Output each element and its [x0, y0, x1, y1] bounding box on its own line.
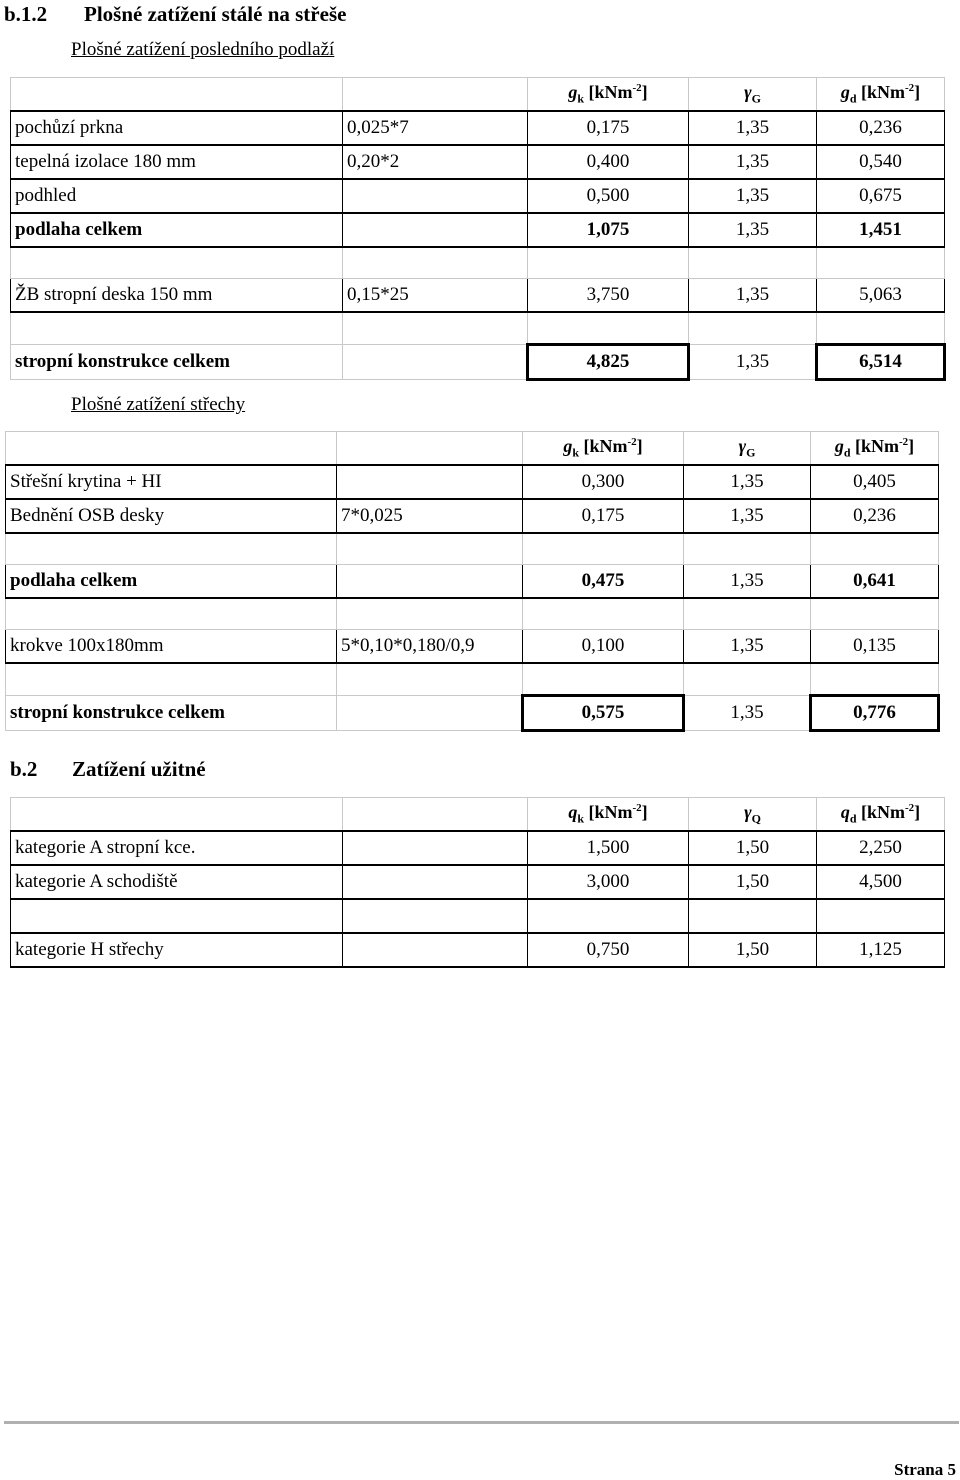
row-gk: 0,100 — [523, 630, 684, 664]
table-row — [11, 831, 945, 865]
section-heading-b12 — [4, 2, 346, 27]
row-gd: 0,236 — [811, 499, 939, 533]
row-formula — [343, 213, 528, 247]
row-qk: 3,000 — [528, 865, 689, 899]
subheading-strechy: Plošné zatížení střechy — [71, 394, 246, 415]
row-gd: 1,451 — [817, 213, 945, 247]
row-gk: 0,500 — [528, 179, 689, 213]
row-qd: 1,125 — [817, 933, 945, 967]
header-gk: $g_k$ [kNm$^{-2}$] — [523, 432, 684, 466]
footer-divider — [4, 1421, 959, 1424]
section-heading-b2 — [10, 757, 206, 782]
section-title: Zatížení užitné — [72, 757, 206, 781]
row-formula — [337, 465, 523, 499]
table-row — [11, 865, 945, 899]
table-spacer-row — [6, 598, 939, 630]
row-gd: 0,540 — [817, 145, 945, 179]
row-gd: 0,641 — [811, 565, 939, 599]
table-row-grand-total — [6, 696, 939, 731]
row-gk: 0,175 — [528, 111, 689, 145]
row-formula — [343, 933, 528, 967]
row-label: krokve 100x180mm — [6, 630, 337, 664]
row-label: podhled — [11, 179, 343, 213]
table-row — [11, 179, 945, 213]
row-gd: 5,063 — [817, 279, 945, 313]
row-label: stropní konstrukce celkem — [6, 696, 337, 731]
row-gamma: 1,35 — [689, 111, 817, 145]
row-gamma: 1,35 — [689, 179, 817, 213]
row-qd: 2,250 — [817, 831, 945, 865]
row-formula — [343, 179, 528, 213]
row-gamma: 1,35 — [689, 145, 817, 179]
table-header-row — [6, 432, 939, 466]
row-label: kategorie H střechy — [11, 933, 343, 967]
subheading-posledni-podlazi: Plošné zatížení posledního podlaží — [71, 39, 335, 60]
table-row — [6, 499, 939, 533]
header-gamma: $\gamma_G$ — [689, 78, 817, 112]
row-gd: 0,236 — [817, 111, 945, 145]
row-gk: 0,300 — [523, 465, 684, 499]
row-formula: 0,15*25 — [343, 279, 528, 313]
row-gd: 0,776 — [811, 696, 939, 731]
header-gd: $g_d$ [kNm$^{-2}$] — [811, 432, 939, 466]
row-formula — [343, 865, 528, 899]
table-row — [11, 145, 945, 179]
row-gamma: 1,35 — [684, 630, 811, 664]
row-gd: 0,135 — [811, 630, 939, 664]
header-gk: $g_k$ [kNm$^{-2}$] — [528, 78, 689, 112]
header-qd: $q_d$ [kNm$^{-2}$] — [817, 798, 945, 832]
row-label: stropní konstrukce celkem — [11, 345, 343, 380]
table-spacer-row — [11, 899, 945, 933]
header-gd: $g_d$ [kNm$^{-2}$] — [817, 78, 945, 112]
table-header-row — [11, 798, 945, 832]
row-gk: 0,175 — [523, 499, 684, 533]
section-title: Plošné zatížení stálé na střeše — [84, 2, 347, 26]
table-row — [11, 933, 945, 967]
row-gk: 0,400 — [528, 145, 689, 179]
row-label: Střešní krytina + HI — [6, 465, 337, 499]
row-label: kategorie A schodiště — [11, 865, 343, 899]
section-number: b.2 — [10, 757, 38, 781]
table-spacer-row — [6, 663, 939, 696]
row-qk: 1,500 — [528, 831, 689, 865]
row-label: pochůzí prkna — [11, 111, 343, 145]
table-strechy — [5, 431, 940, 732]
header-qk: $q_k$ [kNm$^{-2}$] — [528, 798, 689, 832]
row-formula: 0,025*7 — [343, 111, 528, 145]
page-number: Strana 5 — [894, 1460, 956, 1479]
row-gamma: 1,50 — [689, 933, 817, 967]
table-row-grand-total — [11, 345, 945, 380]
table-row — [6, 465, 939, 499]
row-gk: 0,475 — [523, 565, 684, 599]
table-row — [11, 279, 945, 313]
row-formula: 7*0,025 — [337, 499, 523, 533]
row-gamma: 1,35 — [684, 696, 811, 731]
row-formula — [337, 696, 523, 731]
table-header-row — [11, 78, 945, 112]
section-number: b.1.2 — [4, 2, 48, 26]
row-gk: 1,075 — [528, 213, 689, 247]
row-label: tepelná izolace 180 mm — [11, 145, 343, 179]
row-gk: 0,575 — [523, 696, 684, 731]
row-gamma: 1,35 — [689, 213, 817, 247]
row-gd: 0,675 — [817, 179, 945, 213]
row-label: ŽB stropní deska 150 mm — [11, 279, 343, 313]
row-formula — [337, 565, 523, 599]
row-label: kategorie A stropní kce. — [11, 831, 343, 865]
table-row — [11, 111, 945, 145]
row-gk: 3,750 — [528, 279, 689, 313]
header-gamma: $\gamma_G$ — [684, 432, 811, 466]
table-row-total — [11, 213, 945, 247]
table-uzitne — [10, 797, 945, 968]
row-formula — [343, 345, 528, 380]
table-spacer-row — [11, 312, 945, 345]
row-gamma: 1,50 — [689, 865, 817, 899]
row-gd: 6,514 — [817, 345, 945, 380]
row-formula: 5*0,10*0,180/0,9 — [337, 630, 523, 664]
table-row-total — [6, 565, 939, 599]
row-gamma: 1,35 — [689, 345, 817, 380]
row-gk: 4,825 — [528, 345, 689, 380]
row-gamma: 1,50 — [689, 831, 817, 865]
row-qk: 0,750 — [528, 933, 689, 967]
row-gamma: 1,35 — [684, 465, 811, 499]
table-spacer-row — [6, 533, 939, 565]
row-qd: 4,500 — [817, 865, 945, 899]
row-label: podlaha celkem — [6, 565, 337, 599]
row-label: podlaha celkem — [11, 213, 343, 247]
row-gamma: 1,35 — [689, 279, 817, 313]
row-formula — [343, 831, 528, 865]
table-row — [6, 630, 939, 664]
header-gamma: $\gamma_Q$ — [689, 798, 817, 832]
row-gd: 0,405 — [811, 465, 939, 499]
row-gamma: 1,35 — [684, 499, 811, 533]
row-formula: 0,20*2 — [343, 145, 528, 179]
table-spacer-row — [11, 247, 945, 279]
row-gamma: 1,35 — [684, 565, 811, 599]
row-label: Bednění OSB desky — [6, 499, 337, 533]
table-posledni-podlazi — [10, 77, 946, 381]
